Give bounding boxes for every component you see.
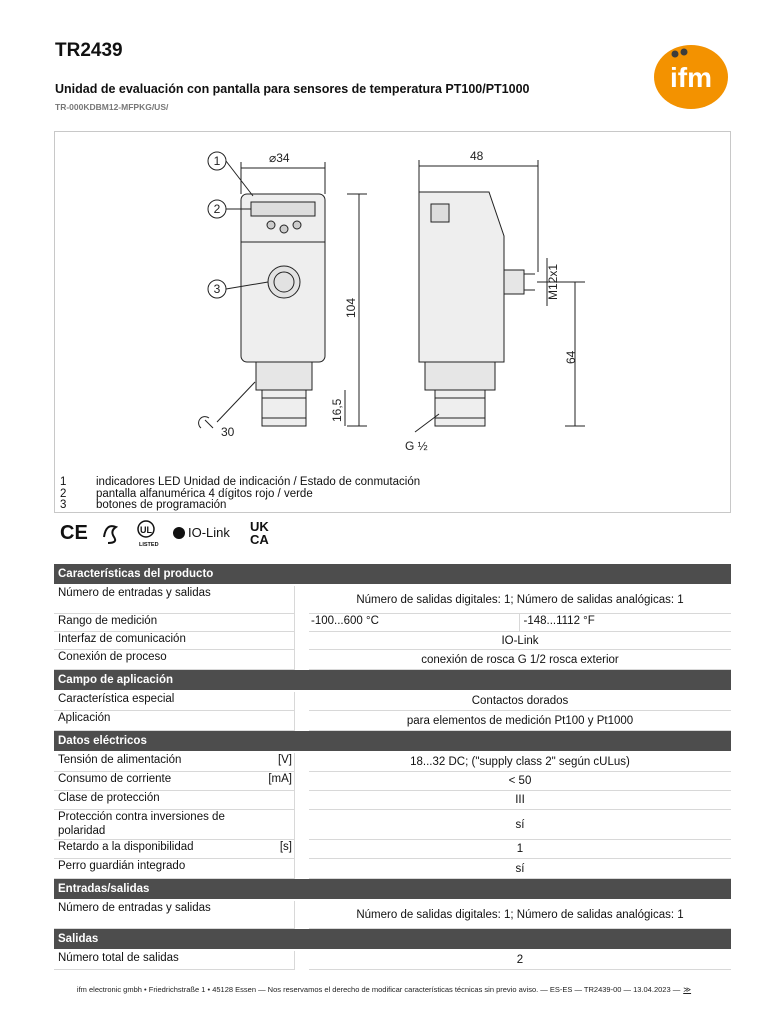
table-row: Conexión de proceso conexión de rosca G 1/2 rosca exterior <box>54 650 731 670</box>
legend-item: 2 pantalla alfanumérica 4 dígitos rojo / verde <box>60 487 313 500</box>
callout-2: 2 <box>213 202 221 216</box>
section-header: Características del producto <box>54 564 731 584</box>
thread-label: G ½ <box>405 439 428 453</box>
table-row: Interfaz de comunicación IO-Link <box>54 632 731 650</box>
svg-text:IO-Link: IO-Link <box>188 525 230 540</box>
callout-3: 3 <box>213 282 221 296</box>
table-row: Rango de medición -100...600 °C -148...1112 °F <box>54 614 731 632</box>
iolink-logo-icon <box>173 525 230 540</box>
table-row: Protección contra inversiones de polaridad sí <box>54 810 731 840</box>
spec-table <box>54 564 731 970</box>
next-page-link[interactable]: ≫ <box>683 985 692 994</box>
dim-height: 104 <box>344 297 358 318</box>
section-header: Salidas <box>54 929 731 949</box>
section-header: Entradas/salidas <box>54 879 731 899</box>
table-row: Tensión de alimentación [V] 18...32 DC; ("supply class 2" según cULus) <box>54 753 731 772</box>
dimension-drawing <box>54 131 731 513</box>
table-row: Retardo a la disponibilidad [s] 1 <box>54 840 731 859</box>
callout-1: 1 <box>213 154 221 168</box>
page-footer: ifm electronic gmbh • Friedrichstraße 1 • 45128 Essen — Nos reservamos el derecho de modificar características técnicas sin previo aviso. — ES-ES — TR2439-00 — 13.04.2023 — ≫ <box>76 985 692 994</box>
dim-width: 48 <box>470 149 484 163</box>
dim-64: 64 <box>564 350 578 364</box>
ukca-bottom: CA <box>250 532 269 547</box>
ul-listed-label: LISTED <box>139 542 159 547</box>
legend-item: 1 indicadores LED Unidad de indicación / Estado de conmutación <box>60 476 421 488</box>
table-row: Característica especial Contactos dorados <box>54 692 731 711</box>
drawing-legend <box>60 477 420 512</box>
ukca-top: UK <box>250 519 269 534</box>
section-header: Datos eléctricos <box>54 731 731 751</box>
product-title: TR2439 <box>55 40 123 61</box>
ifm-logo <box>653 44 729 110</box>
wrench-icon <box>199 417 213 428</box>
table-row: Perro guardián integrado sí <box>54 859 731 879</box>
table-row: Número de entradas y salidas Número de salidas digitales: 1; Número de salidas analógicas: 1 <box>54 586 731 614</box>
legend-item: 3 botones de programación <box>60 499 227 511</box>
ce-mark-icon: CE <box>60 522 88 544</box>
table-row: Clase de protección III <box>54 791 731 810</box>
range-values: -100...600 °C -148...1112 °F <box>309 614 731 632</box>
approval-mark-icon <box>104 526 116 543</box>
svg-text:UL: UL <box>140 525 152 535</box>
section-header: Campo de aplicación <box>54 670 731 690</box>
dim-connector: M12x1 <box>546 263 560 300</box>
table-row: Número total de salidas 2 <box>54 951 731 970</box>
technical-drawing <box>55 132 730 472</box>
product-subtitle: Unidad de evaluación con pantalla para sensores de temperatura PT100/PT1000 <box>55 82 530 96</box>
logo-text: ifm <box>670 62 712 93</box>
table-row: Número de entradas y salidas Número de salidas digitales: 1; Número de salidas analógicas: 1 <box>54 901 731 929</box>
wrench-size: 30 <box>221 425 235 439</box>
certification-marks <box>58 517 278 547</box>
dim-diameter: ⌀34 <box>269 151 290 165</box>
article-code: TR-000KDBM12-MFPKG/US/ <box>55 102 169 112</box>
table-row: Aplicación para elementos de medición Pt100 y Pt1000 <box>54 711 731 731</box>
dim-thread-length: 16,5 <box>330 398 344 422</box>
table-row: Consumo de corriente [mA] < 50 <box>54 772 731 791</box>
